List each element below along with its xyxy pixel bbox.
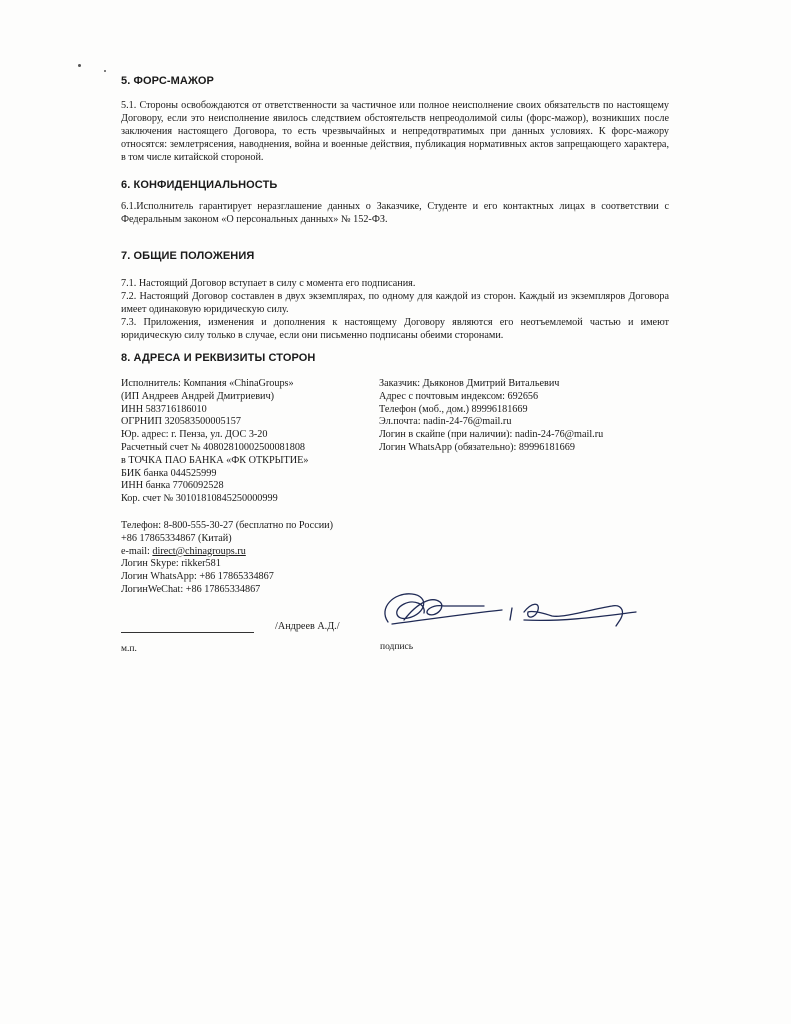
executor-line: Расчетный счет № 40802810002500081808	[121, 441, 306, 453]
customer-line: Телефон (моб., дом.) 89996181669	[379, 403, 528, 415]
customer-signature-image	[374, 580, 654, 640]
scan-speck	[104, 70, 106, 72]
section-8-title: 8. АДРЕСА И РЕКВИЗИТЫ СТОРОН	[121, 352, 316, 364]
customer-line: Логин в скайпе (при наличии): nadin-24-76@mail.ru	[379, 429, 604, 441]
executor-email-row	[121, 546, 333, 559]
customer-line: Логин WhatsApp (обязательно): 89996181669	[379, 441, 575, 453]
executor-wechat: ЛогинWeChat: +86 17865334867	[121, 583, 261, 595]
stamp-label: м.п.	[121, 644, 137, 654]
executor-line: Юр. адрес: г. Пенза, ул. ДОС 3-20	[121, 429, 268, 441]
clause-7-1: 7.1. Настоящий Договор вступает в силу с момента его подписания.	[121, 278, 416, 289]
executor-signature-name: /Андреев А.Д./	[275, 621, 340, 632]
executor-line: в ТОЧКА ПАО БАНКА «ФК ОТКРЫТИЕ»	[121, 454, 309, 466]
executor-phone: Телефон: 8-800-555-30-27 (бесплатно по России)	[121, 520, 334, 531]
customer-line: Заказчик: Дьяконов Дмитрий Витальевич	[379, 378, 560, 389]
executor-contacts	[121, 520, 333, 597]
executor-whatsapp: Логин WhatsApp: +86 17865334867	[121, 571, 274, 583]
section-6-text: 6.1.Исполнитель гарантирует неразглашение данных о Заказчике, Студенте и его контактных лицах в соответствии с Федеральным законом «О персональных данных» № 152-ФЗ.	[121, 201, 669, 225]
executor-skype: Логин Skype: rikker581	[121, 558, 221, 570]
customer-line: Эл.почта: nadin-24-76@mail.ru	[379, 416, 512, 428]
executor-signature-line	[121, 632, 254, 633]
customer-line: Адрес с почтовым индексом: 692656	[379, 390, 539, 402]
section-7-title: 7. ОБЩИЕ ПОЛОЖЕНИЯ	[121, 250, 255, 262]
customer-signature-label: подпись	[380, 642, 414, 652]
section-5-title: 5. ФОРС-МАЖОР	[121, 75, 214, 87]
executor-details	[121, 378, 308, 506]
executor-line: ИНН банка 7706092528	[121, 480, 224, 492]
executor-line: БИК банка 044525999	[121, 467, 217, 479]
email-label: e-mail:	[121, 545, 153, 557]
scan-speck	[78, 64, 81, 67]
executor-line: Кор. счет № 30101810845250000999	[121, 493, 278, 505]
email-link[interactable]: direct@chinagroups.ru	[152, 545, 246, 557]
section-7-body	[121, 277, 669, 342]
section-5-text: 5.1. Стороны освобождаются от ответственности за частичное или полное неисполнение своих обязательств по настоящему Договору, если это неисполнение явилось следствием обстоятельств непреодолимой силы (форс-мажор), возникших после заключения настоящего Договора, то есть чрезвычайных и непредотвратимых при данных условиях. К форс-мажору относятся: землетрясения, наводнения, война и военные действия, публикация нормативных актов запрещающего характера, в том числе китайской стороной.	[121, 100, 669, 163]
executor-line: ОГРНИП 320583500005157	[121, 416, 241, 428]
section-6-title: 6. КОНФИДЕНЦИАЛЬНОСТЬ	[121, 179, 278, 191]
customer-details	[379, 378, 603, 455]
executor-line: ИНН 583716186010	[121, 403, 207, 415]
clause-7-2: 7.2. Настоящий Договор составлен в двух экземплярах, по одному для каждой из сторон. Каждый из экземпляров Договора имеет одинаковую юридическую силу.	[121, 291, 669, 315]
executor-line: Исполнитель: Компания «ChinaGroups»	[121, 378, 294, 389]
executor-line: (ИП Андреев Андрей Дмитриевич)	[121, 390, 275, 402]
executor-phone-china: +86 17865334867 (Китай)	[121, 532, 232, 544]
clause-7-3: 7.3. Приложения, изменения и дополнения к настоящему Договору являются его неотъемлемой частью и имеют юридическую силу только в случае, если они письменно подписаны обеими сторонами.	[121, 317, 669, 341]
